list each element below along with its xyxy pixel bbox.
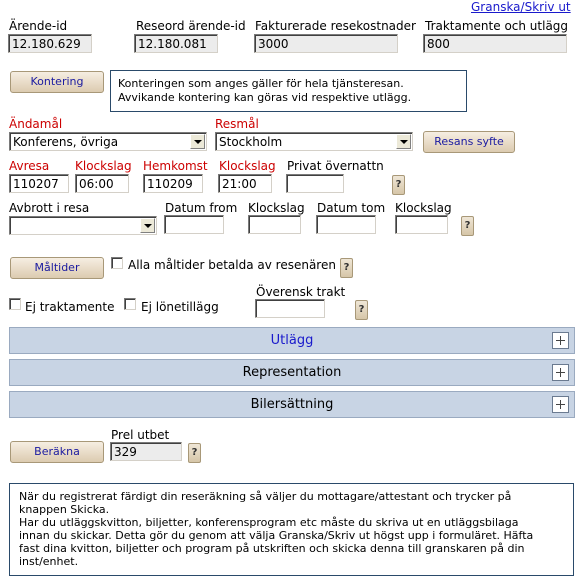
reseord-field: 12.180.081 [134, 34, 218, 53]
ej-lonetillagg-checkbox[interactable] [124, 298, 136, 310]
resmal-label: Resmål [215, 117, 259, 131]
kontering-info: Konteringen som anges gäller för hela tjänsteresan. Avvikande kontering kan göras vid respektive utlägg. [110, 70, 467, 112]
avbrott-select[interactable] [9, 216, 157, 235]
fakturerade-field: 3000 [254, 34, 398, 53]
datum-from-label: Datum from [165, 201, 238, 215]
klockslag3-input[interactable] [248, 215, 301, 234]
resmal-select[interactable] [215, 132, 413, 151]
traktamente-label: Traktamente och utlägg [425, 19, 569, 33]
klockslag3-label: Klockslag [248, 201, 305, 215]
datum-tom-label: Datum tom [317, 201, 386, 215]
alla-maltider-label: Alla måltider betalda av resenären [128, 258, 336, 272]
berakna-button[interactable]: Beräkna [10, 441, 104, 463]
prel-utbet-label: Prel utbet [111, 428, 170, 442]
chevron-down-icon [140, 218, 155, 233]
footer-line: innan du skickar. Detta gör du genom att välja Granska/Skriv ut högst upp i formuläret. Häfta [19, 529, 534, 542]
klockslag4-input[interactable] [395, 215, 448, 234]
footer-line: När du registrerat färdigt din reseräkning så väljer du mottagare/attestant och trycker på [19, 490, 512, 503]
alla-maltider-checkbox[interactable] [111, 257, 123, 269]
expand-icon[interactable] [552, 396, 569, 413]
utlagg-section[interactable] [9, 327, 575, 354]
ej-lonetillagg-label: Ej lönetillägg [141, 300, 219, 314]
chevron-down-icon [190, 134, 205, 149]
arende-id-field: 12.180.629 [8, 34, 92, 53]
andamal-value: Konferens, övriga [13, 135, 119, 149]
ej-traktamente-checkbox[interactable] [9, 298, 21, 310]
avbrott-label: Avbrott i resa [9, 201, 90, 215]
resmal-value: Stockholm [219, 135, 283, 149]
footer-info [9, 483, 574, 576]
help-icon[interactable]: ? [461, 216, 474, 236]
traktamente-field: 800 [423, 34, 567, 53]
help-icon[interactable]: ? [188, 443, 201, 463]
expand-icon[interactable] [552, 364, 569, 381]
help-icon[interactable]: ? [340, 258, 353, 278]
privat-overnattn-input[interactable] [286, 174, 344, 193]
representation-title: Representation [242, 365, 342, 380]
datum-from-input[interactable] [164, 215, 224, 234]
footer-line: knappen Skicka. [19, 503, 110, 516]
help-icon[interactable]: ? [392, 175, 405, 195]
chevron-down-icon [396, 134, 411, 149]
hemkomst-input[interactable]: 110209 [143, 174, 203, 193]
hemkomst-label: Hemkomst [143, 159, 208, 173]
arende-id-label: Ärende-id [9, 19, 68, 33]
help-icon[interactable]: ? [355, 300, 368, 320]
overensk-trakt-label: Överensk trakt [256, 285, 346, 299]
prel-utbet-field: 329 [110, 442, 182, 461]
avresa-input[interactable]: 110207 [9, 174, 69, 193]
andamal-select[interactable] [9, 132, 207, 151]
kontering-button[interactable]: Kontering [10, 71, 104, 93]
bilersattning-section[interactable] [9, 391, 575, 418]
klockslag2-label: Klockslag [219, 159, 276, 173]
representation-section[interactable] [9, 359, 575, 386]
fakturerade-label: Fakturerade resekostnader [255, 19, 416, 33]
ej-traktamente-label: Ej traktamente [25, 300, 115, 314]
footer-line: Har du utläggskvitton, biljetter, konferensprogram etc måste du skriva ut en utläggsbilaga [19, 516, 519, 529]
datum-tom-input[interactable] [316, 215, 376, 234]
klockslag4-label: Klockslag [395, 201, 452, 215]
expand-icon[interactable] [552, 332, 569, 349]
klockslag1-label: Klockslag [75, 159, 132, 173]
klockslag1-input[interactable]: 06:00 [75, 174, 129, 193]
privat-overnattn-label: Privat övernattn [287, 159, 384, 173]
resans-syfte-button[interactable]: Resans syfte [423, 131, 515, 153]
granska-skriv-ut-link[interactable]: Granska/Skriv ut [471, 0, 571, 14]
reseord-label: Reseord ärende-id [136, 19, 246, 33]
footer-line: inst/enhet. [19, 555, 79, 568]
klockslag2-input[interactable]: 21:00 [218, 174, 272, 193]
overensk-trakt-input[interactable] [255, 299, 325, 318]
footer-line: fast dina kvitton, biljetter och program på utskriften och skicka denna till granskaren på din [19, 542, 525, 555]
maltider-button[interactable]: Måltider [10, 257, 104, 279]
utlagg-title: Utlägg [270, 333, 314, 348]
andamal-label: Ändamål [9, 117, 63, 131]
bilersattning-title: Bilersättning [250, 397, 334, 412]
avresa-label: Avresa [9, 159, 50, 173]
